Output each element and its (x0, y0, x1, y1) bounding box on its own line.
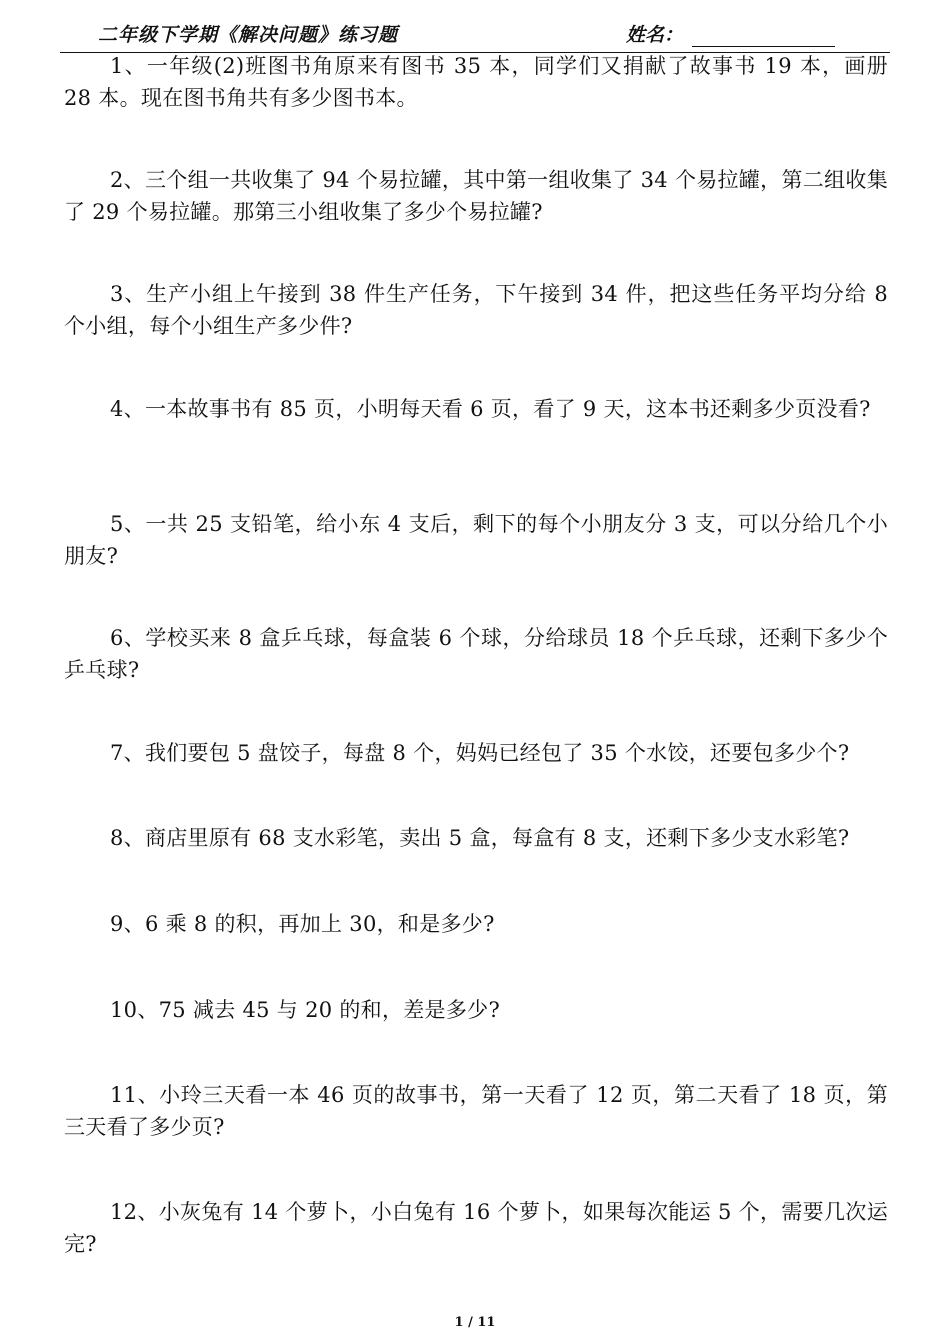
question-11: 11、小玲三天看一本 46 页的故事书，第一天看了 12 页，第二天看了 18 页，第三天看了多少页? (64, 1083, 888, 1139)
question-8: 8、商店里原有 68 支水彩笔，卖出 5 盒，每盒有 8 支，还剩下多少支水彩笔? (110, 826, 850, 850)
question-4: 4、一本故事书有 85 页，小明每天看 6 页，看了 9 天，这本书还剩多少页没看? (110, 397, 871, 421)
name-label: 姓名： (626, 24, 684, 46)
question-5: 5、一共 25 支铅笔，给小东 4 支后，剩下的每个小朋友分 3 支，可以分给几个小朋友? (64, 512, 888, 568)
name-blank-line (692, 46, 835, 47)
question-1: 1、一年级(2)班图书角原来有图书 35 本，同学们又捐献了故事书 19 本，画册 28 本。现在图书角共有多少图书本。 (64, 54, 888, 110)
question-10: 10、75 减去 45 与 20 的和，差是多少? (110, 998, 501, 1022)
question-2: 2、三个组一共收集了 94 个易拉罐，其中第一组收集了 34 个易拉罐，第二组收集了 29 个易拉罐。那第三小组收集了多少个易拉罐? (64, 168, 888, 224)
question-3: 3、生产小组上午接到 38 件生产任务，下午接到 34 件，把这些任务平均分给 8 个小组，每个小组生产多少件? (64, 282, 888, 338)
question-12: 12、小灰兔有 14 个萝卜，小白兔有 16 个萝卜，如果每次能运 5 个，需要几次运完? (64, 1200, 888, 1256)
page-header (60, 16, 890, 54)
page-indicator: 1 / 11 (454, 1315, 496, 1330)
question-7: 7、我们要包 5 盘饺子，每盘 8 个，妈妈已经包了 35 个水饺，还要包多少个? (110, 741, 850, 765)
question-9: 9、6 乘 8 的积，再加上 30，和是多少? (110, 912, 495, 936)
question-6: 6、学校买来 8 盒乒乓球，每盒装 6 个球，分给球员 18 个乒乓球，还剩下多少个乒乓球? (64, 626, 888, 682)
worksheet-title: 二年级下学期《解决问题》练习题 (98, 24, 399, 46)
